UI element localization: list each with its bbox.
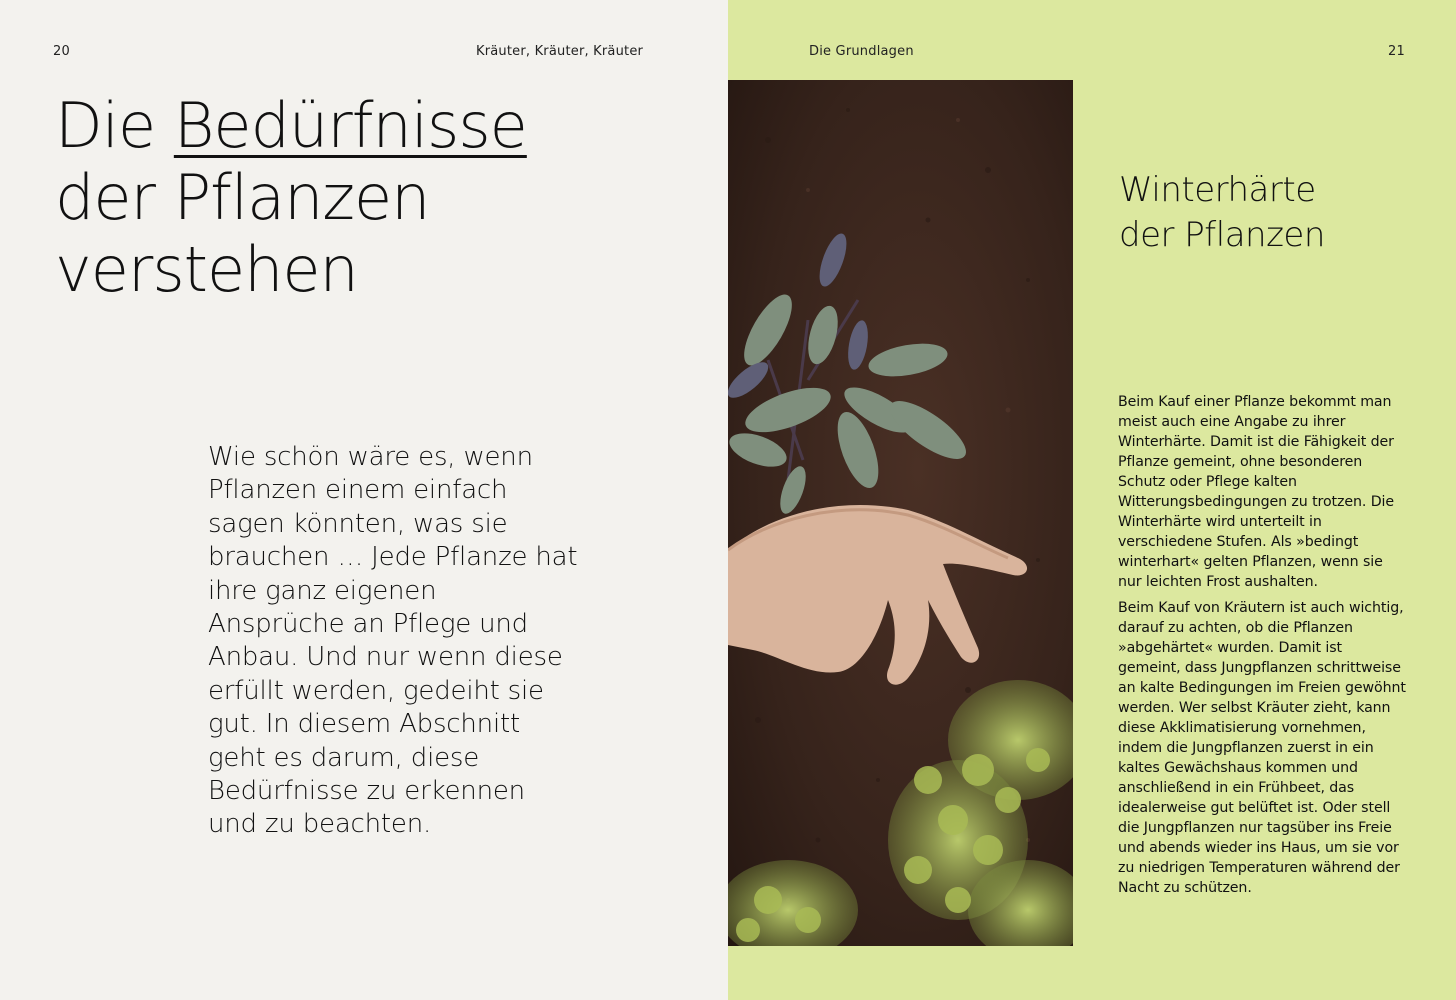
page-number-left: 20 [53,44,70,59]
right-page [728,0,1456,1000]
chapter-title-line2: der Pflanzen [55,161,430,234]
page-number-right: 21 [1388,44,1405,59]
chapter-title-part1: Die [55,89,174,162]
body-text [1118,392,1408,904]
garden-photo [728,80,1073,946]
section-heading-line2: der Pflanzen [1119,215,1325,255]
running-head-right: Die Grundlagen [809,44,914,59]
section-heading-line1: Winterhärte [1119,170,1316,210]
body-paragraph: Beim Kauf einer Pflanze bekommt man meist auch eine Angabe zu ihrer Winterhärte. Damit ist die Fähigkeit der Pflanze gemeint, ohne besonderen Schutz oder Pflege kalten Witterungsbedingungen zu trotzen. Die Winterhärte wird unterteilt in verschiedene Stufen. Als »bedingt winterhart« gelten Pflanzen, wenn sie nur leichten Frost aushalten. [1118,394,1394,590]
chapter-title-underlined: Bedürfnisse [173,89,527,162]
section-heading [1119,168,1325,258]
body-paragraph: Beim Kauf von Kräutern ist auch wichtig, darauf zu achten, ob die Pflanzen »abgehärtet« wurden. Damit ist gemeint, dass Jungpflanzen schrittweise an kalte Bedingungen im Freien gewöhnt werden. Wer selbst Kräuter zieht, kann diese Akklimatisierung vornehmen, indem die Jungpflanzen zuerst in ein kaltes Gewächshaus kommen und anschließend in ein Frühbeet, das idealerweise gut belüftet ist. Oder stell die Jungpflanzen nur tagsüber ins Freie und abends wieder ins Haus, um sie vor zu niedrigen Temperaturen während der Nacht zu schützen. [1118,600,1406,896]
intro-paragraph: Wie schön wäre es, wenn Pflanzen einem einfach sagen könnten, was sie brauchen … Jede Pflanze hat ihre ganz eigenen Ansprüche an Pflege und Anbau. Und nur wenn diese erfüllt werden, gedeiht sie gut. In diesem Abschnitt geht es darum, diese Bedürfnisse zu erkennen und zu beachten. [208,442,578,840]
chapter-title [55,90,527,306]
chapter-title-line3: verstehen [55,233,358,306]
running-head-left: Kräuter, Kräuter, Kräuter [476,44,644,59]
